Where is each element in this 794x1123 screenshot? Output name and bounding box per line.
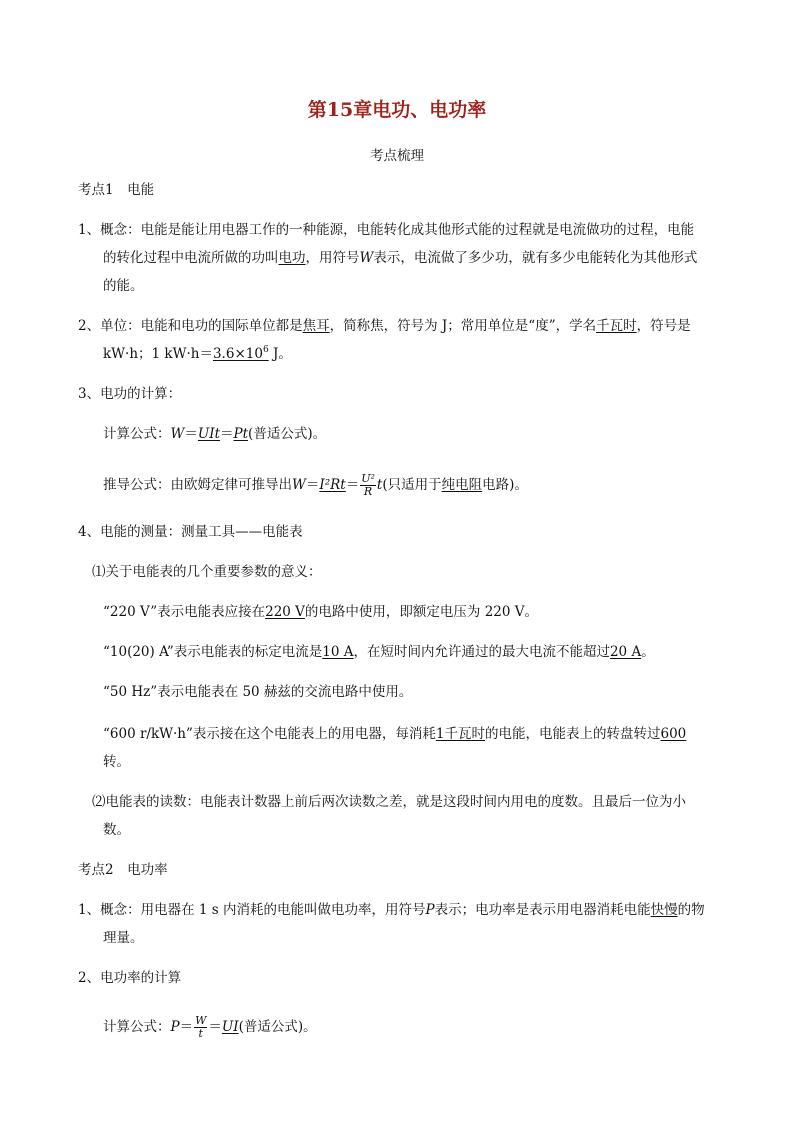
param-frequency: “50 Hz”表示电能表在 50 赫兹的交流电路中使用。	[103, 684, 413, 700]
item2-line2: kW·h；1 $kW\cdot h=3.6\times 10^6$ J。	[103, 345, 292, 362]
param-revolutions: “600 r/kW·h”表示接在这个电能表上的用电器，每消耗1千瓦时的电能，电能表上的转盘转过600	[103, 726, 687, 742]
item3-heading: 3、电功的计算：	[78, 386, 182, 402]
meter-reading-line1: ⑵电能表的读数：电能表计数器上前后两次读数之差，就是这段时间内用电的度数。且最后一位为小	[92, 794, 686, 810]
page-title: 第15章电功、电功率	[307, 99, 487, 121]
param-revolutions-line2: 转。	[103, 754, 130, 770]
kaodian2-heading: 考点2 电功率	[78, 862, 168, 878]
power-formula: 计算公式：P＝ $\frac{W}{t}$ ＝UI(普适公式)。	[103, 1014, 317, 1040]
fraction-w-over-t: $\frac{W}{t}$	[195, 1014, 207, 1040]
fraction-u2-over-r: $\frac{\text{U²}}{R}$	[361, 472, 375, 498]
power-calc-heading: 2、电功率的计算	[78, 970, 182, 986]
item4-heading: 4、电能的测量：测量工具——电能表	[78, 524, 303, 540]
power-concept-line2: 理量。	[103, 930, 144, 946]
item1-line3: 的能。	[103, 278, 144, 294]
meter-reading-line2: 数。	[103, 822, 130, 838]
power-concept-line1: 1、概念：用电器在 1 s 内消耗的电能叫做电功率，用符号P表示；电功率是表示用电器消耗电能快慢的物	[78, 902, 705, 918]
meter-params-heading: ⑴关于电能表的几个重要参数的意义：	[92, 564, 322, 580]
work-formula: 计算公式：W＝UIt＝Pt(普适公式)。	[103, 426, 327, 442]
derived-work-formula: 推导公式：由欧姆定律可推导出W＝I²Rt＝ $\frac{\text{U²}}{R}$ t(只适用于纯电阻电路)。	[103, 472, 528, 498]
param-current: “10(20) A”表示电能表的标定电流是10 A，在短时间内允许通过的最大电流不能超过20 A。	[103, 644, 655, 660]
item1-line2: 的转化过程中电流所做的功叫电功，用符号W表示，电流做了多少功，就有多少电能转化为其他形式	[103, 250, 698, 266]
section-subtitle: 考点梳理	[370, 148, 424, 164]
item1-line1: 1、概念：电能是能让用电器工作的一种能源，电能转化成其他形式能的过程就是电流做功的过程，电能	[78, 222, 695, 238]
param-voltage: “220 V”表示电能表应接在220 V的电路中使用，即额定电压为 220 V。	[103, 604, 539, 620]
kaodian1-heading: 考点1 电能	[78, 182, 155, 198]
item2-line1: 2、单位：电能和电功的国际单位都是焦耳，简称焦，符号为 J；常用单位是“度”，学名千瓦时，符号是	[78, 318, 691, 334]
